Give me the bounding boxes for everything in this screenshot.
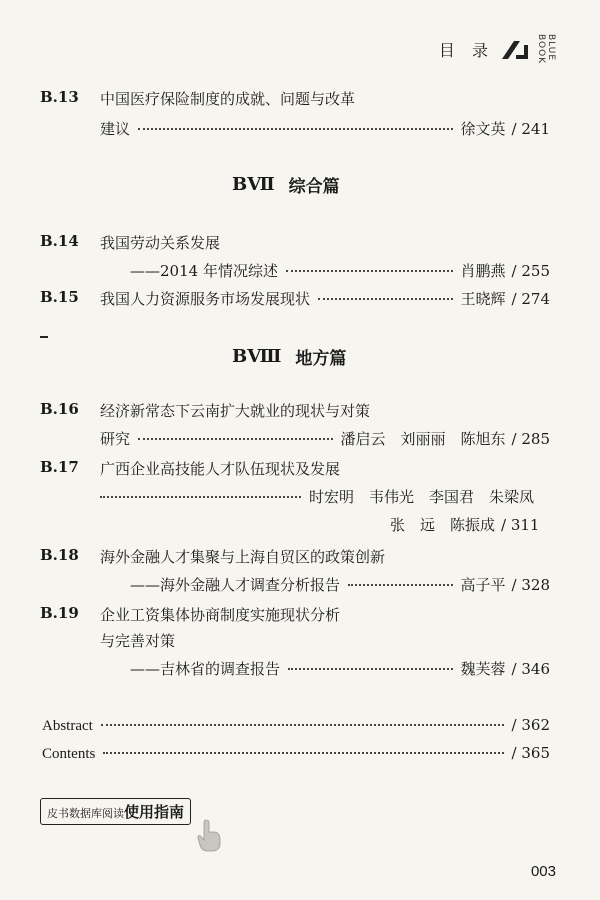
entry-page: / 274	[511, 290, 550, 308]
appendix-page: / 365	[511, 744, 550, 762]
entry-title[interactable]: 广西企业高技能人才队伍现状及发展	[100, 460, 341, 478]
entry-authors: 王晓辉	[460, 290, 506, 308]
section-name: 地方篇	[295, 349, 347, 369]
entry-authors: 高子平	[460, 576, 506, 594]
section-mark: BⅧ	[232, 346, 282, 367]
entry-authors: 肖鹏燕	[460, 262, 506, 280]
entry-authors: 潘启云 刘丽丽 陈旭东	[340, 430, 506, 448]
entry-title[interactable]: 企业工资集体协商制度实施现状分析	[100, 606, 341, 624]
entry-authors-continued: 张 远 陈振成	[390, 516, 496, 534]
appendix-page: / 362	[511, 716, 550, 734]
leader-dots	[100, 496, 301, 498]
appendix-label: Abstract	[42, 718, 93, 734]
entry-number: B.14	[40, 232, 79, 250]
toc-line[interactable]	[130, 574, 550, 595]
entry-title: 我国人力资源服务市场发展现状	[100, 290, 311, 308]
leader-dots	[348, 584, 453, 586]
entry-number: B.17	[40, 458, 79, 476]
section-mark: BⅦ	[232, 174, 275, 195]
entry-page: / 328	[511, 576, 550, 594]
appendix-label: Contents	[42, 746, 96, 762]
toc-line[interactable]	[390, 514, 550, 535]
pointing-hand-icon	[196, 818, 222, 852]
page-number: 003	[530, 863, 556, 880]
entry-page: / 285	[511, 430, 550, 448]
leader-dots	[101, 724, 504, 726]
guide-small-text: 皮书数据库阅读	[47, 807, 124, 820]
database-guide-box[interactable]	[40, 798, 191, 825]
leader-dots	[288, 668, 453, 670]
toc-line[interactable]	[100, 118, 550, 139]
entry-page: / 311	[501, 516, 540, 534]
header-title: 目 录	[438, 40, 494, 60]
section-heading	[232, 344, 346, 369]
entry-number: B.15	[40, 288, 79, 306]
entry-subtitle: ——吉林省的调查报告	[130, 660, 281, 678]
entry-number: B.16	[40, 400, 79, 418]
entry-number: B.13	[40, 88, 79, 106]
entry-page: / 346	[511, 660, 550, 678]
entry-title[interactable]: 我国劳动关系发展	[100, 234, 221, 252]
entry-page: / 255	[511, 262, 550, 280]
entry-title-continuation: 研究	[100, 430, 131, 448]
entry-page: / 241	[511, 120, 550, 138]
guide-big-text: 使用指南	[124, 803, 185, 821]
section-name: 综合篇	[288, 177, 340, 197]
entry-title[interactable]: 经济新常态下云南扩大就业的现状与对策	[100, 402, 371, 420]
entry-subtitle: ——海外金融人才调查分析报告	[130, 576, 341, 594]
leader-dots	[138, 128, 453, 130]
entry-title[interactable]: 海外金融人才集聚与上海自贸区的政策创新	[100, 548, 386, 566]
leader-dots	[286, 270, 453, 272]
section-heading	[232, 172, 340, 197]
leader-dots	[318, 298, 453, 300]
entry-authors: 时宏明 韦伟光 李国君 朱梁凤	[308, 488, 534, 506]
toc-line-abstract[interactable]	[42, 716, 550, 735]
entry-authors: 徐文英	[460, 120, 506, 138]
book-logo-icon	[500, 37, 530, 61]
toc-line[interactable]	[130, 260, 550, 281]
header-side-text: BLUE BOOK	[536, 33, 556, 65]
entry-subtitle: ——2014 年情况综述	[130, 262, 278, 280]
entry-number: B.18	[40, 546, 79, 564]
toc-line[interactable]	[130, 658, 550, 679]
toc-line[interactable]	[100, 288, 550, 309]
margin-mark	[40, 336, 48, 338]
leader-dots	[103, 752, 503, 754]
entry-title-continuation: 建议	[100, 120, 131, 138]
leader-dots	[138, 438, 333, 440]
toc-line[interactable]	[100, 486, 534, 507]
toc-line[interactable]	[100, 428, 550, 449]
entry-title[interactable]: 中国医疗保险制度的成就、问题与改革	[100, 90, 356, 108]
entry-title-line2: 与完善对策	[100, 632, 176, 650]
toc-line-contents[interactable]	[42, 744, 550, 763]
entry-authors: 魏芙蓉	[460, 660, 506, 678]
entry-number: B.19	[40, 604, 79, 622]
page-header	[438, 33, 556, 65]
